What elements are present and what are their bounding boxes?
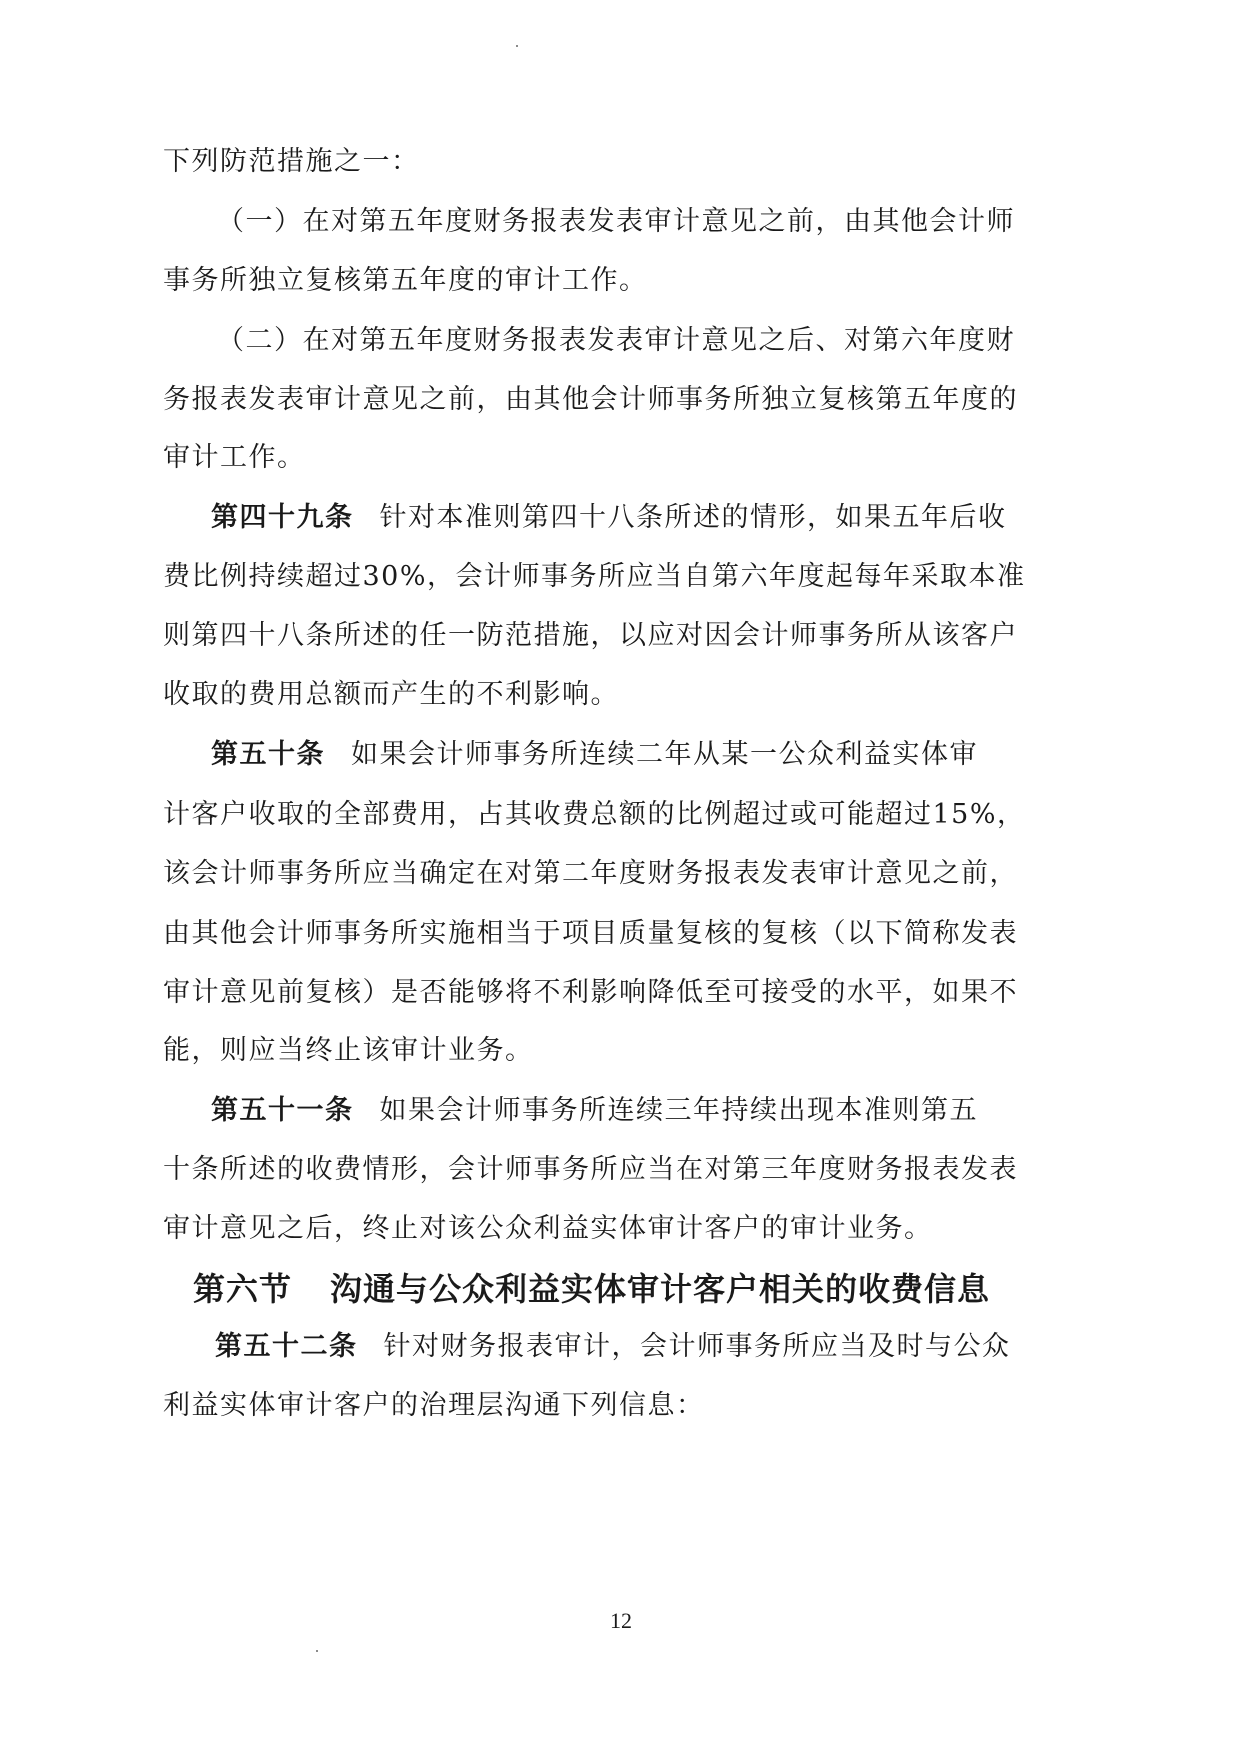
article-51-line-3: 审计意见之后，终止对该公众利益实体审计客户的审计业务。 — [163, 1213, 933, 1244]
section-title: 沟通与公众利益实体审计客户相关的收费信息 — [330, 1270, 991, 1308]
measure-2-line-3: 审计工作。 — [163, 442, 306, 473]
article-49-line-4: 收取的费用总额而产生的不利影响。 — [163, 679, 619, 710]
intro-line: 下列防范措施之一： — [163, 146, 420, 177]
article-52-text: 针对财务报表审计，会计师事务所应当及时与公众 — [383, 1331, 1011, 1362]
article-50-line-3: 该会计师事务所应当确定在对第二年度财务报表发表审计意见之前， — [163, 858, 1018, 889]
article-51-text: 如果会计师事务所连续三年持续出现本准则第五 — [379, 1095, 978, 1126]
article-50-line-2: 计客户收取的全部费用，占其收费总额的比例超过或可能超过15%， — [163, 799, 1026, 830]
article-49-line-3: 则第四十八条所述的任一防范措施，以应对因会计师事务所从该客户 — [163, 620, 1018, 651]
article-50-line-6: 能，则应当终止该审计业务。 — [163, 1035, 534, 1066]
measure-2-line-1: （二）在对第五年度财务报表发表审计意见之后、对第六年度财 — [217, 325, 1015, 356]
measure-2-line-2: 务报表发表审计意见之前，由其他会计师事务所独立复核第五年度的 — [163, 384, 1018, 415]
article-52-label: 第五十二条 — [215, 1331, 358, 1362]
article-49-label: 第四十九条 — [211, 502, 354, 533]
page-number: 12 — [610, 1608, 632, 1633]
article-52-line-1 — [215, 1330, 1011, 1364]
article-50-text: 如果会计师事务所连续二年从某一公众利益实体审 — [351, 739, 978, 770]
article-49-line-1 — [211, 501, 1007, 535]
scan-speck — [516, 45, 518, 47]
article-52-line-2: 利益实体审计客户的治理层沟通下列信息： — [163, 1390, 705, 1421]
article-51-line-1 — [211, 1094, 978, 1128]
section-number: 第六节 — [193, 1270, 293, 1308]
measure-1-line-2: 事务所独立复核第五年度的审计工作。 — [163, 265, 648, 296]
measure-1-line-1: （一）在对第五年度财务报表发表审计意见之前，由其他会计师 — [217, 206, 1015, 237]
article-51-label: 第五十一条 — [211, 1095, 354, 1126]
article-50-line-5: 审计意见前复核）是否能够将不利影响降低至可接受的水平，如果不 — [163, 977, 1018, 1008]
section-heading — [193, 1269, 990, 1309]
article-50-line-1 — [211, 738, 978, 772]
article-51-line-2: 十条所述的收费情形，会计师事务所应当在对第三年度财务报表发表 — [163, 1154, 1018, 1185]
scan-speck — [316, 1650, 318, 1652]
article-50-line-4: 由其他会计师事务所实施相当于项目质量复核的复核（以下简称发表 — [163, 918, 1018, 949]
article-49-text: 针对本准则第四十八条所述的情形，如果五年后收 — [379, 502, 1007, 533]
article-49-line-2: 费比例持续超过30%，会计师事务所应当自第六年度起每年采取本准 — [163, 561, 1026, 592]
article-50-label: 第五十条 — [211, 739, 325, 770]
